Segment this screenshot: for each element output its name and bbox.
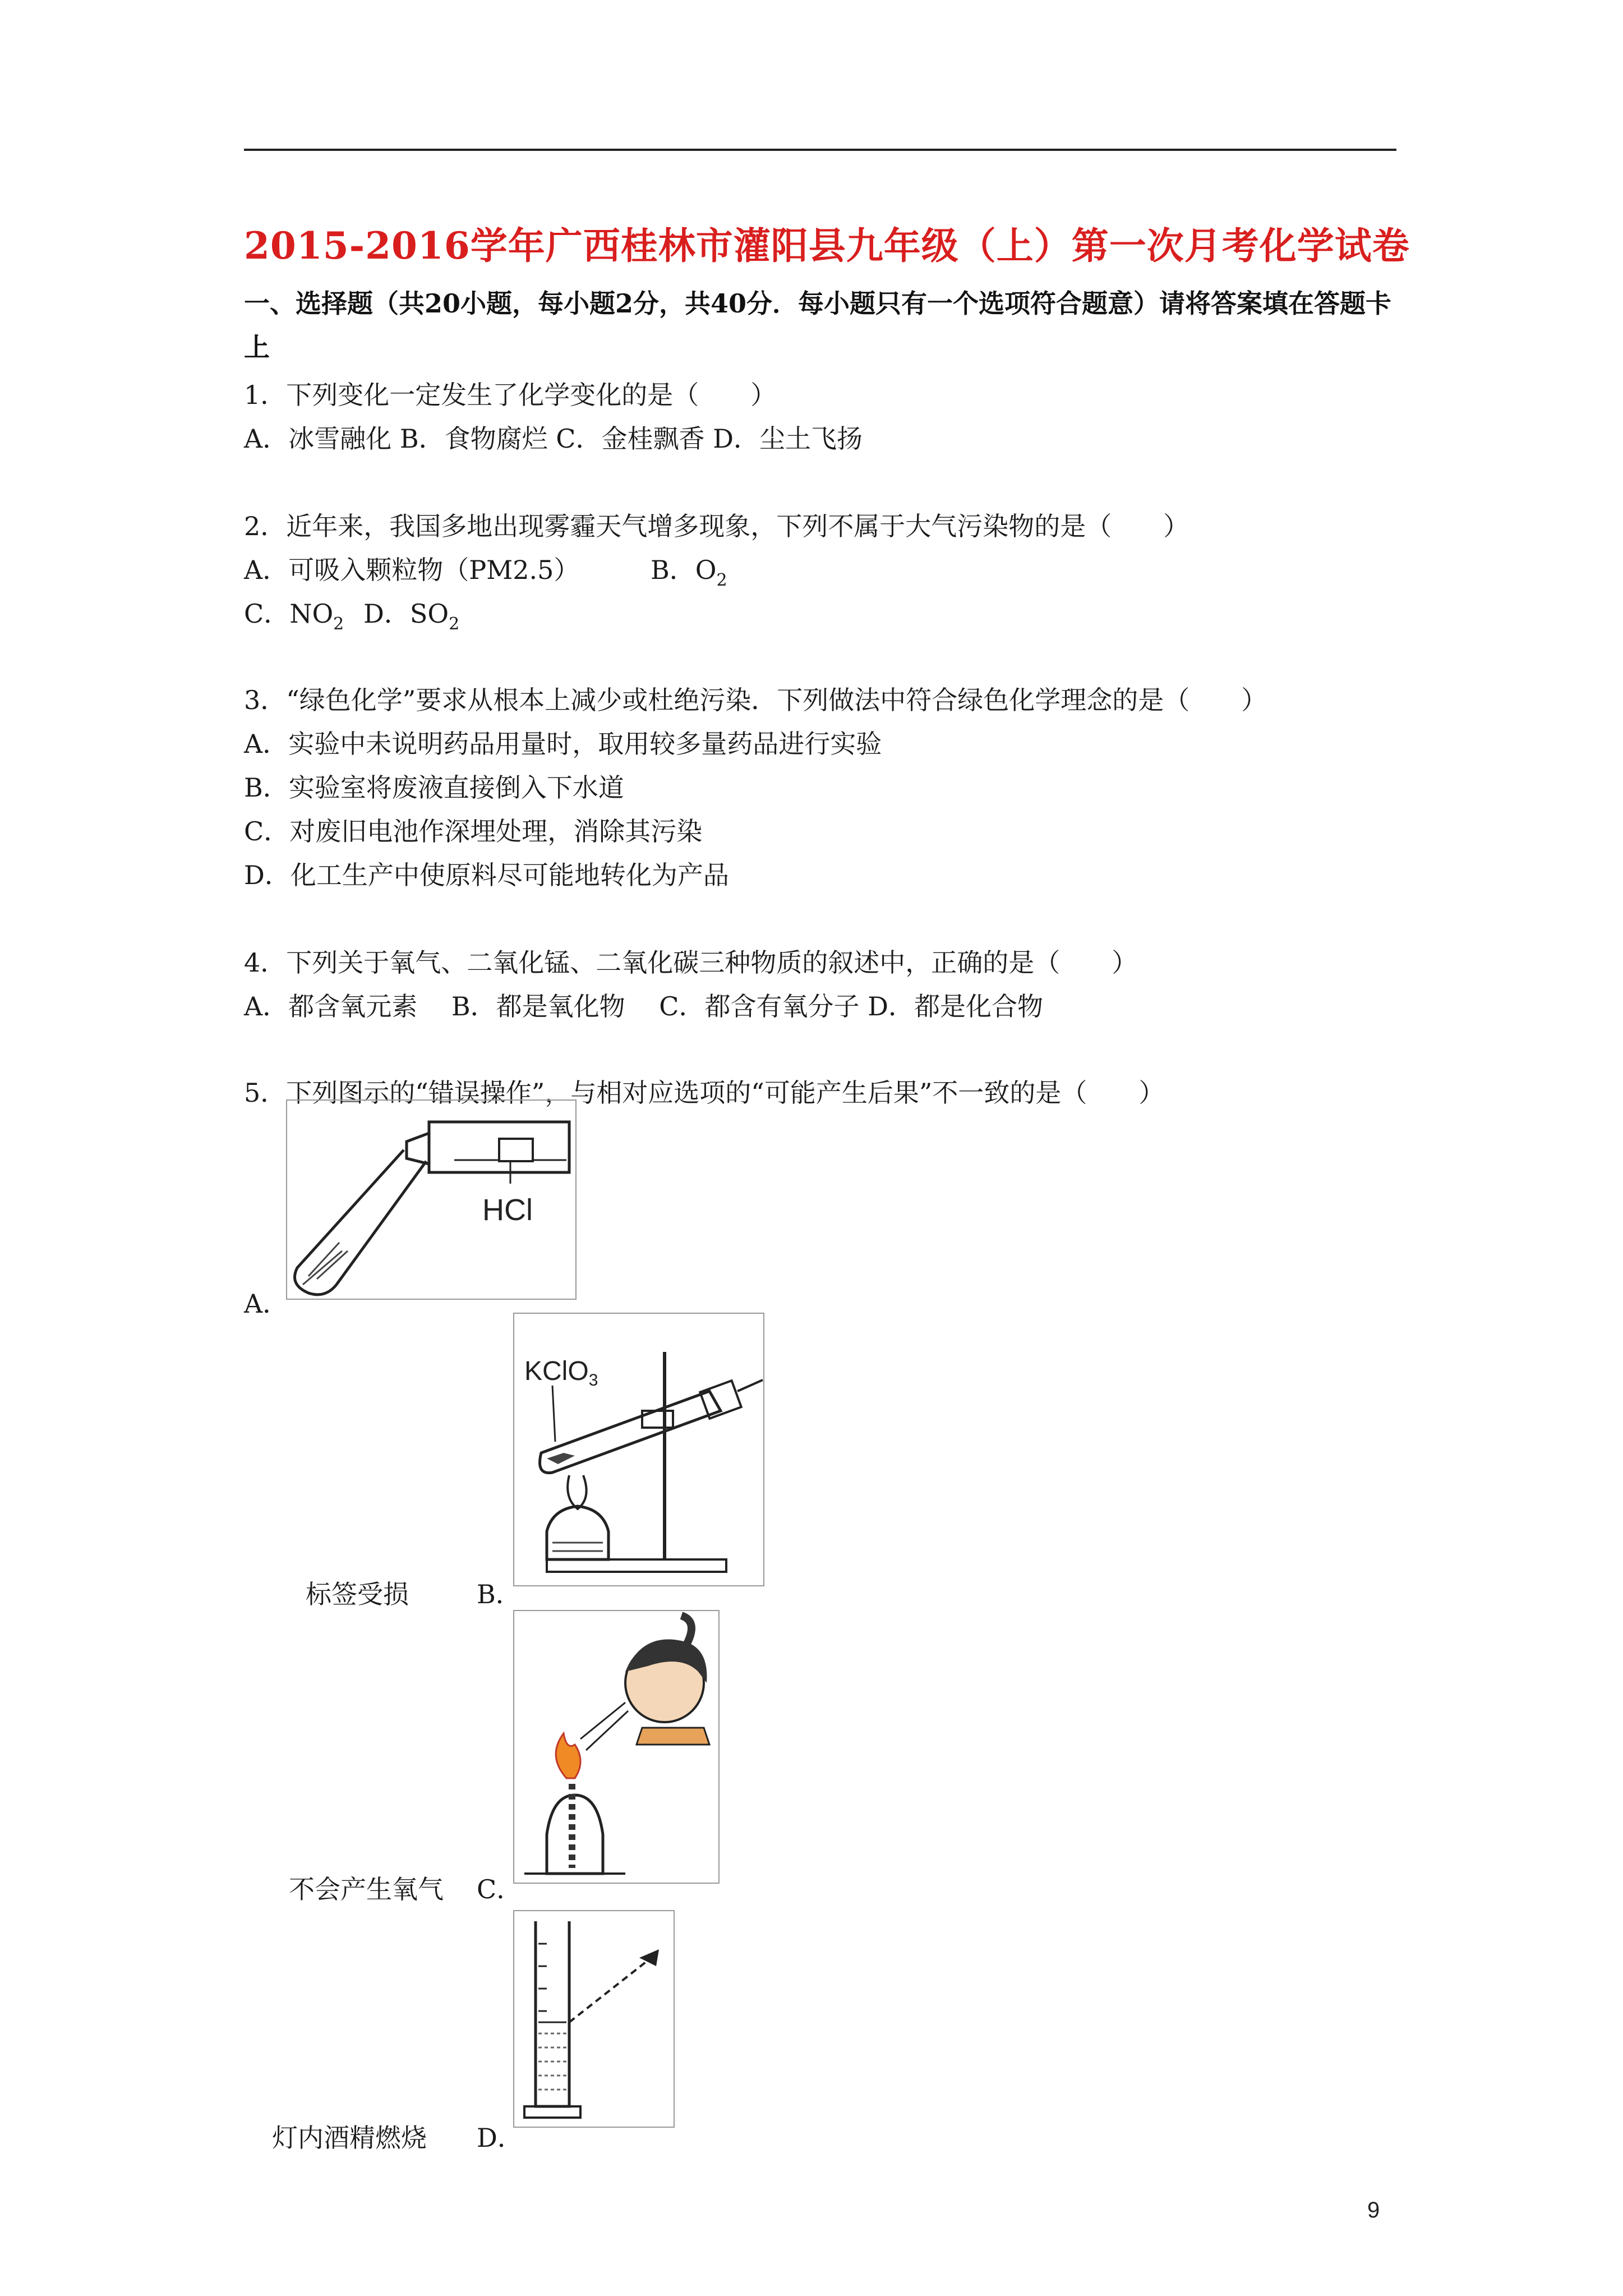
heated-tube — [540, 1391, 721, 1473]
kclo3-label: KClO$_3$ — [524, 1356, 598, 1389]
q5-stem: 5．下列图示的“错误操作”，与相对应选项的“可能产生后果”不一致的是（ ） — [244, 1078, 1165, 1108]
sight-line — [569, 1961, 648, 2022]
q1-stem: 1．下列变化一定发生了化学变化的是（ ） — [244, 380, 777, 410]
bottle-label — [499, 1139, 533, 1161]
q2-stem: 2．近年来，我国多地出现雾霾天气增多现象，下列不属于大气污染物的是（ ） — [244, 511, 1189, 541]
fig-d-frame — [514, 1911, 674, 2127]
ponytail — [681, 1616, 691, 1644]
q3-option-c: C．对废旧电池作深埋处理，消除其污染 — [244, 816, 703, 846]
label-leader — [552, 1386, 555, 1442]
exam-title: 2015-2016学年广西桂林市灌阳县九年级（上）第一次月考化学试卷 — [244, 224, 1410, 268]
bottle-neck — [407, 1133, 429, 1164]
test-tube — [295, 1150, 427, 1295]
q5-fig-d-cylinder-image — [513, 1910, 676, 2129]
cylinder-wall — [536, 1921, 569, 2106]
q2-option-d: D．$SO_2$ — [363, 599, 460, 634]
powder — [547, 1453, 575, 1464]
cylinder-base — [524, 2106, 580, 2118]
q3-stem: 3．“绿色化学”要求从根本上减少或杜绝污染．下列做法中符合绿色化学理念的是（ ） — [244, 685, 1267, 715]
breath-lines — [580, 1703, 628, 1750]
header-rule — [244, 149, 1396, 151]
q4-stem: 4．下列关于氧气、二氧化锰、二氧化碳三种物质的叙述中，正确的是（ ） — [244, 947, 1138, 978]
liquid — [538, 2033, 566, 2090]
q5-cap-b: 不会产生氧气 — [289, 1874, 444, 1904]
graduations — [538, 1944, 547, 2011]
q3-option-b: B．实验室将废液直接倒入下水道 — [244, 772, 624, 803]
q4-options: A．都含氧元素 B．都是氧化物 C．都含有氧分子 D．都是化合物 — [244, 991, 1043, 1022]
hcl-label: HCl — [482, 1193, 533, 1227]
page-number: 9 — [1367, 2198, 1380, 2223]
flame — [556, 1733, 580, 1778]
stand-base — [547, 1559, 726, 1572]
q3-option-d: D．化工生产中使原料尽可能地转化为产品 — [244, 860, 729, 890]
q5-fig-d-label: D． — [477, 2123, 523, 2153]
q2-option-a: A．可吸入颗粒物（PM2.5） — [244, 555, 580, 585]
q5-cap-c: 灯内酒精燃烧 — [272, 2123, 427, 2153]
q1-options: A．冰雪融化 B．食物腐烂 C．金桂飘香 D．尘土飞扬 — [244, 424, 863, 454]
delivery-tube — [737, 1380, 763, 1391]
q2-option-c: C．$NO_2$ — [244, 599, 344, 634]
q5-fig-b-label: B． — [477, 1579, 522, 1609]
q5-cap-a: 标签受损 — [306, 1579, 409, 1609]
section-heading: 一、选择题（共20小题，每小题2分，共40分．每小题只有一个选项符合题意）请将答案填在答题卡上 — [244, 288, 1392, 362]
q2-option-b: B．$O_2$ — [651, 555, 727, 590]
shirt — [637, 1728, 709, 1745]
q5-fig-c-label: C． — [477, 1874, 523, 1904]
q5-fig-a-pouring-image — [286, 1099, 578, 1301]
q3-option-a: A．实验中未说明药品用量时，取用较多量药品进行实验 — [244, 729, 882, 759]
flame — [568, 1475, 586, 1509]
q5-fig-c-blowing-image — [513, 1610, 721, 1885]
q5-fig-a-label: A． — [244, 1289, 289, 1319]
lamp-liquid — [552, 1543, 603, 1551]
stopper — [700, 1381, 741, 1419]
q5-fig-b-heating-image — [513, 1313, 766, 1588]
